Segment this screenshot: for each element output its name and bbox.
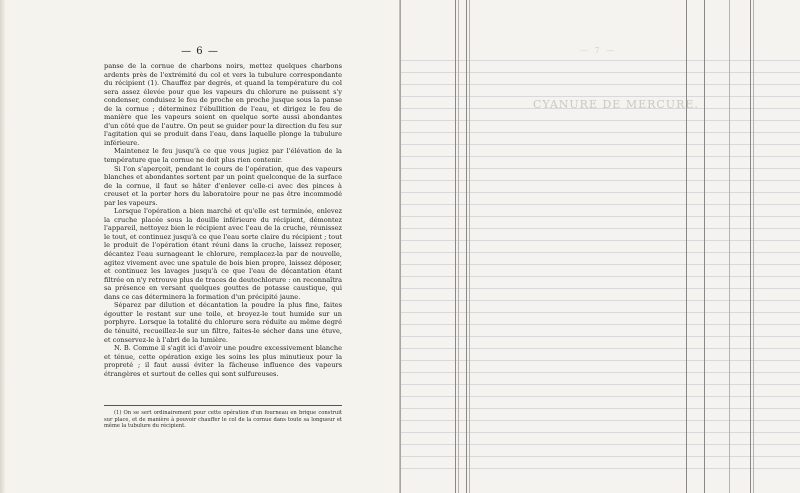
ruled-line (401, 360, 800, 361)
footnote-rule (104, 405, 342, 406)
ruled-line (401, 132, 800, 133)
ruled-line (401, 228, 800, 229)
ruled-line (401, 444, 800, 445)
paragraph: Séparez par dilution et décantation la poudre la plus fine, faites égoutter le restant sur une toile, et broyez-le tout humide sur un porphyre. Lorsque la totalité du chlorure sera réduite au même degré de ténuité, recueillez-le sur un filtre, faites-le sécher dans une étuve, et conservez-le à l'abri de la lumière. (104, 301, 342, 344)
ledger-line (750, 0, 751, 493)
ruled-line (401, 384, 800, 385)
ruled-line (401, 72, 800, 73)
paragraph: Si l'on s'aperçoit, pendant le cours de l'opération, que des vapeurs blanches et abondantes sortent par un point quelconque de la surface de la cornue, il faut se hâter d'enlever celle-ci avec des pinces à creuset et la porter hors du laboratoire pour ne pas être incommodé par les vapeurs. (104, 164, 342, 207)
ruled-line (401, 84, 800, 85)
ruled-line (401, 120, 800, 121)
ruled-line (401, 276, 800, 277)
ruled-line (401, 204, 800, 205)
ruled-line (401, 468, 800, 469)
page-edge (0, 0, 6, 493)
ledger-line (704, 0, 705, 493)
show-through-folio: — 7 — (580, 46, 617, 55)
ruled-line (401, 396, 800, 397)
ruled-line (401, 288, 800, 289)
ruled-line (401, 420, 800, 421)
paragraph: Lorsque l'opération a bien marché et qu'elle est terminée, enlevez la cruche placée sous la douille inférieure du récipient, démontez l'appareil, nettoyez bien le récipient avec l'eau de la cruche, réunissez le tout, et continuez jusqu'à ce que l'eau sorte claire du récipient ; tout le produit de l'opération étant réuni dans la cruche, laissez reposer, décantez l'eau surnageant le chlorure, remplacez-la par de nouvelle, agitez vivement avec une spatule de bois bien propre, laissez déposer, et continuez les lavages jusqu'à ce que l'eau de décantation étant filtrée on n'y retrouve plus de traces de deutochlorure : on reconnaîtra sa présence en versant quelques gouttes de potasse caustique, qui dans ce cas déterminera la formation d'un précipité jaune. (104, 207, 342, 301)
ruled-line (401, 264, 800, 265)
ruled-line (401, 60, 800, 61)
page-number: — 6 — (181, 46, 219, 57)
ruled-line (401, 144, 800, 145)
ruled-line (401, 240, 800, 241)
ruled-line (401, 456, 800, 457)
ruled-line (401, 324, 800, 325)
show-through-title: CYANURE DE MERCURE. (533, 98, 699, 111)
ledger-line (729, 0, 730, 493)
ruled-line (401, 156, 800, 157)
paragraph: N. B. Comme il s'agit ici d'avoir une poudre excessivement blanche et ténue, cette opération exige les soins les plus minutieux pour la propreté ; il faut aussi éviter la fâcheuse influence des vapeurs étrangères et surtout de celles qui sont sulfureuses. (104, 344, 342, 378)
ruled-line (401, 372, 800, 373)
ruled-line (401, 408, 800, 409)
ledger-line (469, 0, 470, 493)
ledger-line (455, 0, 456, 493)
ruled-line (401, 96, 800, 97)
paragraph: Maintenez le feu jusqu'à ce que vous jugiez par l'élévation de la température que la cornue ne doit plus rien contenir. (104, 147, 342, 165)
ruled-line (401, 216, 800, 217)
ruled-line (401, 168, 800, 169)
ruled-line (401, 300, 800, 301)
ruled-line (401, 252, 800, 253)
body-text (104, 62, 342, 378)
ledger-line (753, 0, 754, 493)
paragraph: panse de la cornue de charbons noirs, mettez quelques charbons ardents près de l'extrémité du col et vers la tubulure correspondante du récipient (1). Chauffez par degrés, et quand la température du col sera assez élevée pour que les vapeurs du chlorure ne puissent s'y condenser, conduisez le feu de proche en proche jusque sous la panse de la cornue ; déterminez l'ébullition de l'eau, et dirigez le feu de manière que les vapeurs soient en quelque sorte aussi abondantes d'un côté que de l'autre. On peut se guider pour la direction du feu sur l'agitation qui se produit dans l'eau, dans laquelle plonge la tubulure inférieure. (104, 62, 342, 147)
ruled-line (401, 180, 800, 181)
ruled-line (401, 312, 800, 313)
ruled-line (401, 432, 800, 433)
ledger-line (466, 0, 467, 493)
ledger-line (686, 0, 687, 493)
ruled-line (401, 336, 800, 337)
ruled-line (401, 192, 800, 193)
footnote: (1) On se sert ordinairement pour cette opération d'un fourneau en brique construit sur place, et de manière à pouvoir chauffer le col de la cornue dans toute sa longueur et même la tubulure du récipient. (104, 410, 342, 430)
ledger-line (458, 0, 459, 493)
ruled-line (401, 348, 800, 349)
